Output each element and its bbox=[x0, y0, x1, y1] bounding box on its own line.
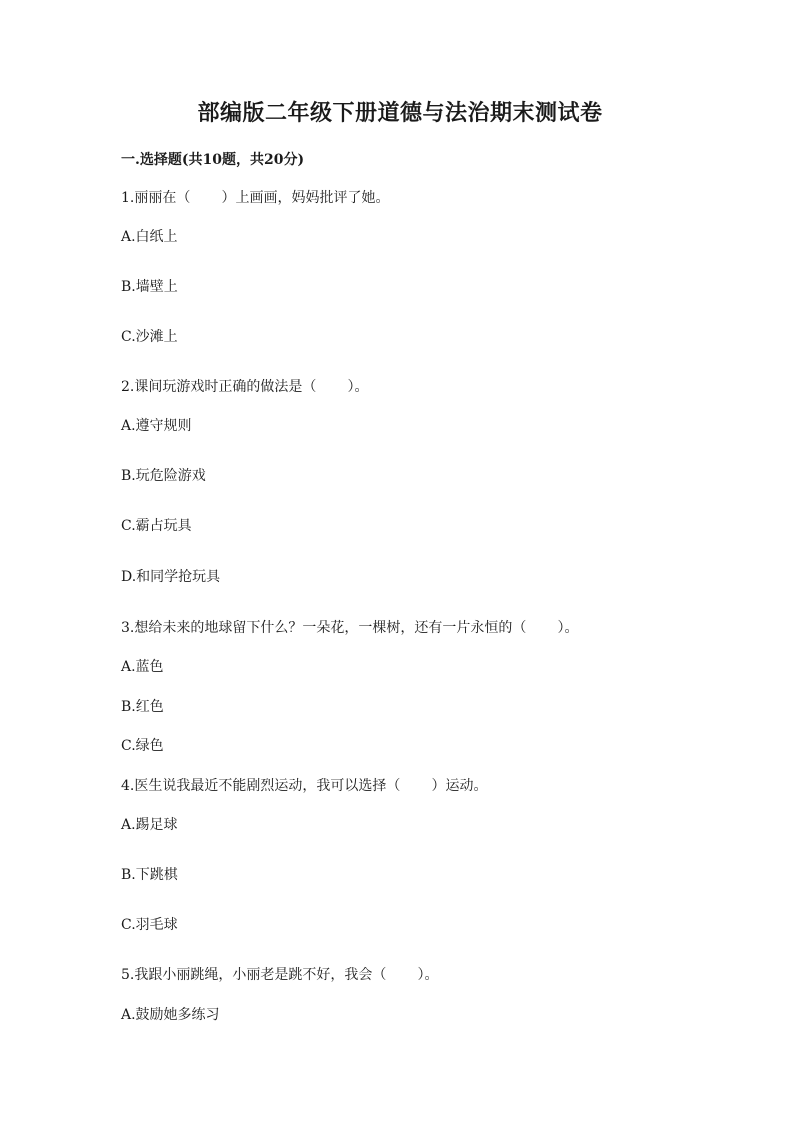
option-a: A.踢足球 bbox=[121, 817, 178, 833]
option-d: D.和同学抢玩具 bbox=[121, 569, 221, 585]
question-stem: 4.医生说我最近不能剧烈运动，我可以选择（ ）运动。 bbox=[121, 778, 488, 794]
page-title: 部编版二年级下册道德与法治期末测试卷 bbox=[197, 100, 603, 126]
option-a: A.鼓励她多练习 bbox=[121, 1007, 220, 1023]
section-header: 一.选择题(共10题，共20分) bbox=[121, 152, 305, 168]
question-stem: 5.我跟小丽跳绳，小丽老是跳不好，我会（ ）。 bbox=[121, 967, 439, 983]
option-b: B.玩危险游戏 bbox=[121, 468, 206, 484]
option-c: C.霸占玩具 bbox=[121, 518, 192, 534]
option-b: B.红色 bbox=[121, 699, 164, 715]
option-c: C.沙滩上 bbox=[121, 329, 178, 345]
option-b: B.下跳棋 bbox=[121, 867, 178, 883]
question-stem: 3.想给未来的地球留下什么？一朵花，一棵树，还有一片永恒的（ ）。 bbox=[121, 620, 579, 636]
option-b: B.墙壁上 bbox=[121, 279, 178, 295]
option-c: C.羽毛球 bbox=[121, 917, 178, 933]
option-a: A.遵守规则 bbox=[121, 418, 192, 434]
option-a: A.白纸上 bbox=[121, 229, 178, 245]
question-stem: 2.课间玩游戏时正确的做法是（ ）。 bbox=[121, 379, 369, 395]
question-stem: 1.丽丽在（ ）上画画，妈妈批评了她。 bbox=[121, 190, 390, 206]
option-c: C.绿色 bbox=[121, 738, 164, 754]
option-a: A.蓝色 bbox=[121, 659, 164, 675]
